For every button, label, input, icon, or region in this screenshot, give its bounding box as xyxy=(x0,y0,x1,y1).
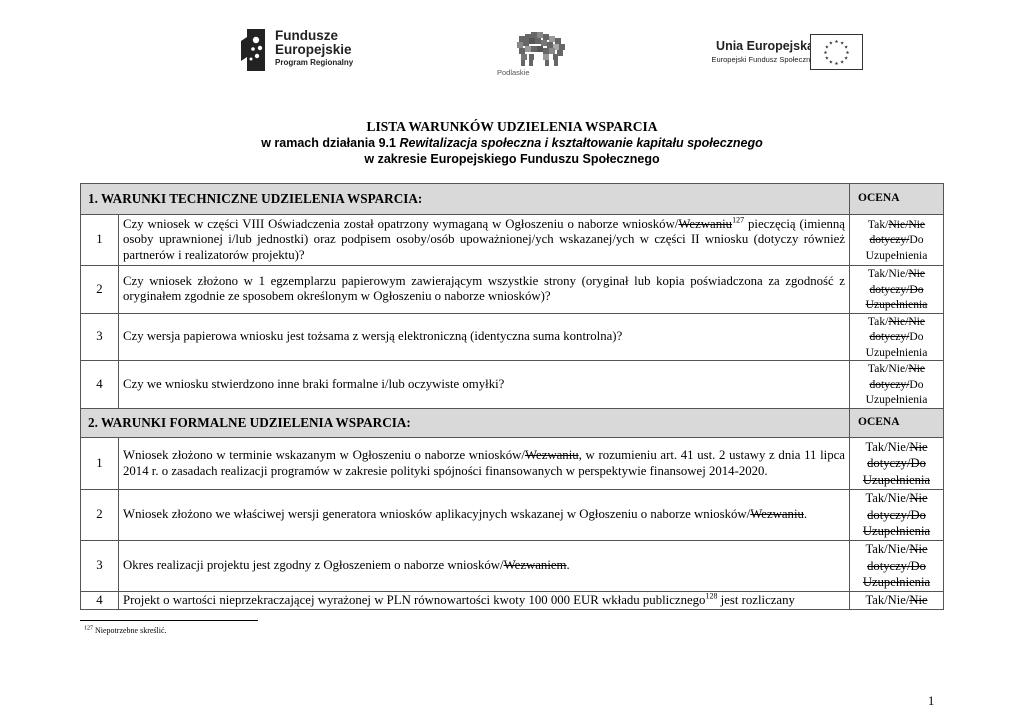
section-1-header xyxy=(81,184,944,215)
svg-text:★: ★ xyxy=(834,40,839,46)
criterion-text-part: Projekt o wartości nieprzekraczającej wyrażonej w PLN równowartości kwoty 100 000 EUR wkładu publicznego xyxy=(123,592,706,607)
unia-europejska-logo xyxy=(680,34,870,74)
row-number: 4 xyxy=(81,592,119,610)
fundusze-europejskie-logo xyxy=(241,27,371,77)
bison-icon xyxy=(513,30,569,68)
answer-nie-struck: Nie xyxy=(888,314,906,328)
criterion-text-part: Wniosek złożono we właściwej wersji generatora wniosków aplikacyjnych wskazanej w Ogłoszeniu o naborze wniosków/ xyxy=(123,507,751,522)
criterion-text: Czy we wniosku stwierdzono inne braki formalne i/lub oczywiste omyłki? xyxy=(119,361,850,409)
assessment-cell[interactable] xyxy=(850,266,944,314)
answer-slash-struck: / xyxy=(906,456,911,471)
answer-slash-struck: / xyxy=(906,282,910,296)
svg-text:★: ★ xyxy=(834,61,839,67)
criterion-text xyxy=(119,592,850,610)
assessment-cell[interactable] xyxy=(850,361,944,409)
answer-nie-dotyczy-struck: Nie xyxy=(909,593,928,608)
criterion-text xyxy=(119,438,850,490)
answer-do: Do xyxy=(909,377,924,391)
svg-text:★: ★ xyxy=(840,60,845,66)
section-1-title: 1. WARUNKI TECHNICZNE UDZIELENIA WSPARCIA: xyxy=(81,184,850,215)
answer-dotyczy-struck: dotyczy xyxy=(867,456,907,471)
assessment-cell[interactable] xyxy=(850,313,944,361)
podlaskie-logo xyxy=(497,30,583,80)
criterion-text-part: jest rozliczany xyxy=(717,592,795,607)
answer-uzupelnienia: Uzupełnienia xyxy=(865,345,928,359)
answer-tak: Tak/ xyxy=(867,314,889,328)
footnote-ref: 127 xyxy=(732,215,745,225)
criterion-text-part: Czy wniosek w części VIII Oświadczenia został opatrzony wymaganą w Ogłoszeniu o naborze wniosków/ xyxy=(123,216,679,231)
answer-uzupelnienia-struck: Uzupełnienia xyxy=(862,575,931,590)
criterion-text-part: . xyxy=(566,558,570,573)
answer-tak-nie: Tak/Nie/ xyxy=(865,593,910,608)
page-number: 1 xyxy=(928,694,935,708)
answer-do-struck: Do xyxy=(909,282,924,296)
criterion-text-part: , w rozumieniu art. 41 ust. 2 ustawy z dnia 11 lipca 2014 r. o zasadach realizacji programów w zakresie polityki spójności finansowanych w perspektywie finansowej 2014-2020. xyxy=(123,448,845,478)
criterion-text-part: pieczęcią (imienną osoby uprawnionej i/lub jednostki) oraz podpisem osoby/osób upoważnionej/ych wskazanej/ych w części II wniosku (dotyczy również partnerów i realizatorów projektu)? xyxy=(123,216,845,262)
fe-logo-line3: Program Regionalny xyxy=(275,58,354,67)
assessment-cell[interactable] xyxy=(850,541,944,592)
answer-dotyczy-struck: dotyczy xyxy=(869,233,907,247)
fe-logo-line1: Fundusze xyxy=(275,28,338,43)
document-subtitle-2: w zakresie Europejskiego Funduszu Społecznego xyxy=(364,152,660,166)
answer-slash-struck: / xyxy=(906,377,910,391)
answer-uzupelnienia: Uzupełnienia xyxy=(865,393,928,407)
criterion-text: Czy wniosek złożono w 1 egzemplarzu papierowym zawierającym wszystkie strony (oryginał lub kopia poświadczona za zgodność z oryginałem zgodnie ze sposobem określonym w Ogłoszeniu o naborze wniosków)? xyxy=(119,266,850,314)
answer-slash-struck: / xyxy=(906,558,911,573)
table-row xyxy=(81,490,944,541)
subtitle-1-action-name: Rewitalizacja społeczna i kształtowanie kapitału społecznego xyxy=(399,136,763,150)
answer-dotyczy-struck: dotyczy xyxy=(867,507,907,522)
answer-uzupelnienia-struck: Uzupełnienia xyxy=(862,472,931,487)
answer-do: Do xyxy=(909,330,924,343)
assessment-cell[interactable] xyxy=(850,592,944,610)
answer-tak-nie: Tak/Nie/ xyxy=(865,542,910,557)
table-row xyxy=(81,215,944,266)
answer-dotyczy-struck: dotyczy xyxy=(867,558,907,573)
answer-dotyczy-struck: dotyczy xyxy=(869,330,907,343)
answer-slash-struck: / xyxy=(906,233,910,247)
answer-nie-dotyczy-struck: Nie xyxy=(908,362,926,376)
row-number: 2 xyxy=(81,266,119,314)
answer-slash-struck: / xyxy=(906,507,911,522)
answer-tak-nie: Tak/Nie/ xyxy=(867,267,909,280)
answer-slash-struck: / xyxy=(905,314,909,328)
footnote-ref: 128 xyxy=(705,591,718,601)
row-number: 3 xyxy=(81,541,119,592)
section-2-title: 2. WARUNKI FORMALNE UDZIELENIA WSPARCIA: xyxy=(81,409,850,438)
section-1-ocena-header: OCENA xyxy=(850,184,944,215)
podlaskie-label: Podlaskie xyxy=(497,68,530,77)
criterion-text-part: Wniosek złożono w terminie wskazanym w Ogłoszeniu o naborze wniosków/ xyxy=(123,448,525,462)
answer-nie-dotyczy-struck: Nie xyxy=(908,217,926,231)
criterion-text xyxy=(119,215,850,266)
answer-do-struck: Do xyxy=(910,456,926,471)
answer-nie-dotyczy-struck: Nie xyxy=(909,542,928,557)
answer-tak-nie: Tak/Nie/ xyxy=(867,362,909,376)
footnote-separator xyxy=(80,620,258,621)
answer-nie-dotyczy-struck: Nie xyxy=(908,314,926,328)
fe-logo-line2: Europejskie xyxy=(275,42,352,57)
row-number: 4 xyxy=(81,361,119,409)
assessment-cell[interactable] xyxy=(850,490,944,541)
document-title: LISTA WARUNKÓW UDZIELENIA WSPARCIA xyxy=(366,119,658,134)
svg-text:★: ★ xyxy=(828,41,833,47)
footnote xyxy=(84,626,167,635)
answer-do-struck: Do xyxy=(910,507,926,522)
criterion-text xyxy=(119,490,850,541)
struck-text: Wezwaniu xyxy=(750,507,804,522)
table-row xyxy=(81,438,944,490)
svg-text:★: ★ xyxy=(823,50,828,56)
answer-nie-struck: Nie xyxy=(888,217,906,231)
answer-dotyczy-struck: dotyczy xyxy=(869,282,907,296)
answer-slash-struck: / xyxy=(905,217,909,231)
table-row xyxy=(81,266,944,314)
svg-text:★: ★ xyxy=(844,45,849,51)
assessment-cell[interactable] xyxy=(850,215,944,266)
answer-uzupelnienia-struck: Uzupełnienia xyxy=(862,524,931,539)
answer-nie-dotyczy-struck: Nie xyxy=(908,267,926,280)
eu-logo-line2: Europejski Fundusz Społeczny xyxy=(711,55,814,64)
subtitle-1-prefix: w ramach działania 9.1 xyxy=(261,136,400,150)
svg-text:★: ★ xyxy=(840,41,845,47)
criterion-text: Czy wersja papierowa wniosku jest tożsama z wersją elektroniczną (identyczna suma kontrolna)? xyxy=(119,313,850,361)
answer-tak: Tak/ xyxy=(867,217,889,231)
answer-tak-nie: Tak/Nie/ xyxy=(865,439,910,454)
footnote-text: Niepotrzebne skreślić. xyxy=(93,626,167,635)
row-number: 3 xyxy=(81,313,119,361)
section-2-ocena-header: OCENA xyxy=(850,409,944,438)
answer-uzupelnienia-struck: Uzupełnienia xyxy=(865,298,928,311)
struck-text: Wezwaniu xyxy=(524,448,579,462)
svg-text:★: ★ xyxy=(828,60,833,66)
answer-do-struck: Do xyxy=(910,558,926,573)
row-number: 1 xyxy=(81,215,119,266)
table-row xyxy=(81,592,944,610)
criteria-table xyxy=(80,183,944,610)
struck-text: Wezwaniem xyxy=(503,558,567,573)
answer-slash-struck: / xyxy=(906,330,910,343)
eu-logo-line1: Unia Europejska xyxy=(716,39,814,53)
svg-text:★: ★ xyxy=(844,56,849,62)
row-number: 1 xyxy=(81,438,119,490)
table-row xyxy=(81,313,944,361)
answer-nie-dotyczy-struck: Nie xyxy=(909,491,928,506)
footnote-number: 127 xyxy=(84,625,93,632)
svg-text:★: ★ xyxy=(824,56,829,62)
eu-flag-icon xyxy=(810,34,863,70)
answer-tak-nie: Tak/Nie/ xyxy=(865,491,910,506)
fe-stars-icon xyxy=(241,27,267,73)
svg-text:★: ★ xyxy=(845,50,850,56)
criterion-text-part: . xyxy=(803,507,808,522)
criterion-text xyxy=(119,541,850,592)
assessment-cell[interactable] xyxy=(850,438,944,490)
section-2-header xyxy=(81,409,944,438)
svg-text:★: ★ xyxy=(824,45,829,51)
row-number: 2 xyxy=(81,490,119,541)
criterion-text-part: Okres realizacji projektu jest zgodny z Ogłoszeniem o naborze wniosków/ xyxy=(123,558,504,573)
answer-uzupelnienia: Uzupełnienia xyxy=(865,248,928,262)
answer-dotyczy-struck: dotyczy xyxy=(869,377,907,391)
document-subtitle-1 xyxy=(0,136,1024,151)
struck-text: Wezwaniu xyxy=(678,216,733,231)
answer-nie-dotyczy-struck: Nie xyxy=(909,439,928,454)
table-row xyxy=(81,361,944,409)
table-row xyxy=(81,541,944,592)
answer-do: Do xyxy=(909,233,924,247)
